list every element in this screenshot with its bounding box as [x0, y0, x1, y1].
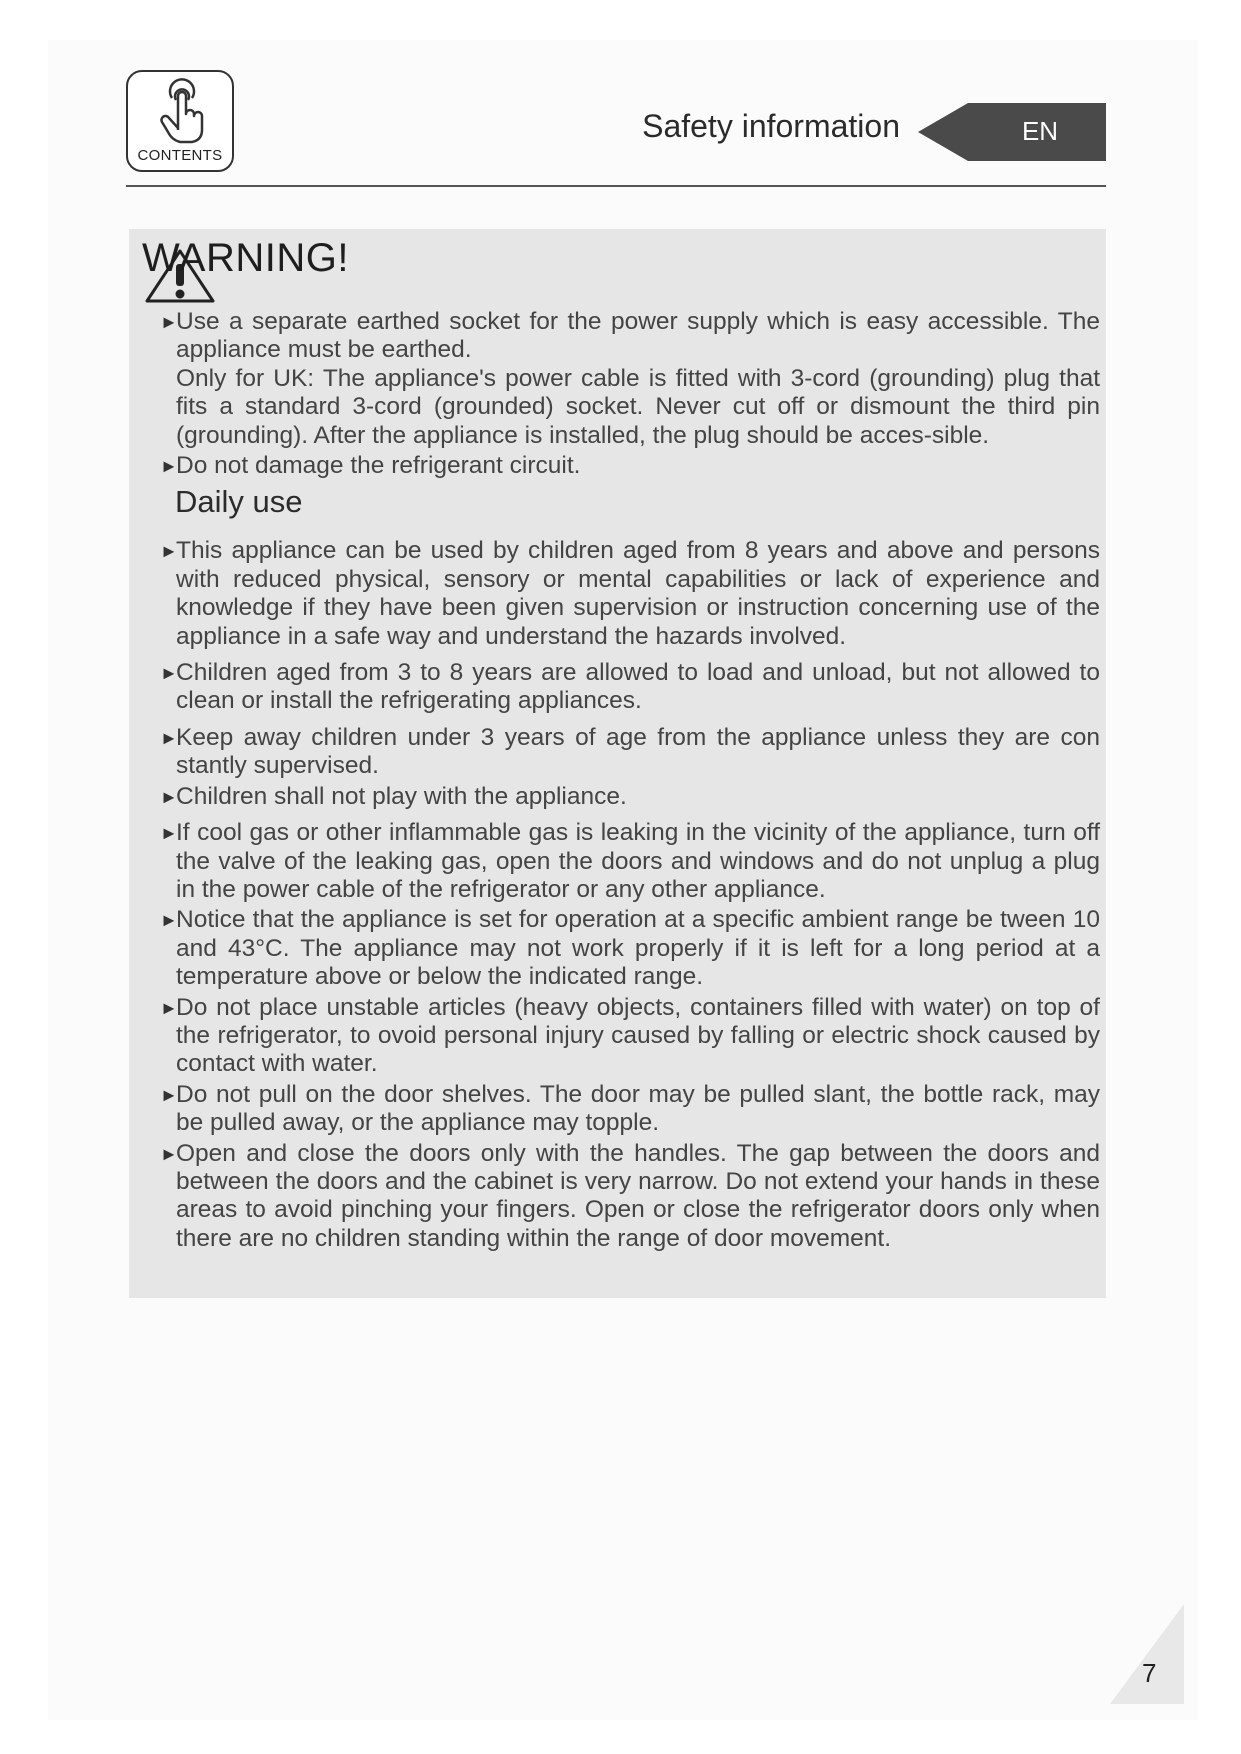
list-item: [160, 1140, 1100, 1254]
list-item: [160, 906, 1100, 991]
list-item-text: If cool gas or other inflammable gas is leaking in the vicinity of the appliance, turn off the valve of the leaking gas, open the doors and windows and do not unplug a plug in the power cable of the refrigerator or any other appliance.: [176, 819, 1100, 903]
bullet-arrow-icon: ►: [160, 1084, 178, 1105]
list-item: [160, 308, 1100, 365]
list-item-text: This appliance can be used by children aged from 8 years and above and persons with reduced physical, sensory or mental capabilities or lack of experience and knowledge if they have been given supervision or instruction concerning use of the appliance in a safe way and understand the hazards involved.: [176, 537, 1100, 650]
page-number: 7: [1142, 1658, 1157, 1688]
list-item-text: Keep away children under 3 years of age from the appliance unless they are con stantly supervised.: [176, 723, 1100, 780]
list-item-text: Children shall not play with the appliance.: [176, 782, 627, 810]
bullet-arrow-icon: ►: [160, 663, 178, 684]
list-item: [160, 783, 1100, 811]
bullet-arrow-icon: ►: [160, 910, 178, 931]
list-item-continuation: Only for UK: The appliance's power cable is fitted with 3-cord (grounding) plug that fits a standard 3-cord (grounded) socket. Never cut off or dismount the third pin (grounding). After the appliance is installed, the plug should be acces-sible.: [176, 364, 1100, 449]
list-item-text: Do not place unstable articles (heavy objects, containers filled with water) on top of the refrigerator, to ovoid personal injury caused by falling or electric shock caused by contact with water.: [176, 993, 1100, 1078]
page-corner-shape: [1110, 1604, 1190, 1704]
bullet-arrow-icon: ►: [160, 997, 178, 1018]
list-item-text: Do not pull on the door shelves. The door may be pulled slant, the bottle rack, may be pulled away, or the appliance may topple.: [176, 1080, 1100, 1137]
bullet-arrow-icon: ►: [160, 727, 178, 748]
list-item: [160, 452, 1100, 480]
section-heading-daily-use: Daily use: [175, 484, 303, 520]
page-title: Safety information: [642, 108, 900, 144]
list-item-text: Do not damage the refrigerant circuit.: [176, 452, 581, 480]
header-divider: [126, 185, 1106, 187]
bullet-arrow-icon: ►: [160, 312, 178, 332]
language-tab: [918, 103, 1106, 161]
contents-button[interactable]: [126, 70, 234, 172]
list-item: [160, 994, 1100, 1079]
bullet-arrow-icon: ►: [160, 456, 178, 477]
bullet-arrow-icon: ►: [160, 1143, 178, 1164]
list-item: [160, 1081, 1100, 1138]
list-item: [160, 659, 1100, 716]
contents-label: CONTENTS: [137, 147, 223, 164]
touch-hand-icon: [154, 78, 210, 144]
safety-content: [160, 308, 1100, 1253]
warning-heading: WARNING!: [142, 236, 349, 280]
bullet-arrow-icon: ►: [160, 823, 178, 844]
list-item: [160, 724, 1100, 781]
bullet-arrow-icon: ►: [160, 541, 178, 562]
language-label: EN: [1021, 116, 1059, 146]
bullet-arrow-icon: ►: [160, 786, 178, 807]
list-item: [160, 819, 1100, 904]
list-item-text: Use a separate earthed socket for the power supply which is easy accessible. The appliance must be earthed.: [176, 308, 1100, 364]
list-item-text: Notice that the appliance is set for operation at a specific ambient range be tween 10 and 43°C. The appliance may not work properly if it is left for a long period at a temperature above or below the indicated range.: [176, 906, 1100, 991]
list-item-text: Open and close the doors only with the handles. The gap between the doors and between the doors and the cabinet is very narrow. Do not extend your hands in these areas to avoid pinching your fingers. Open or close the refrigerator doors only when there are no children standing within the range of door movement.: [176, 1139, 1100, 1252]
list-item: [160, 537, 1100, 651]
list-item-text: Children aged from 3 to 8 years are allowed to load and unload, but not allowed to clean or install the refrigerating appliances.: [176, 659, 1100, 715]
